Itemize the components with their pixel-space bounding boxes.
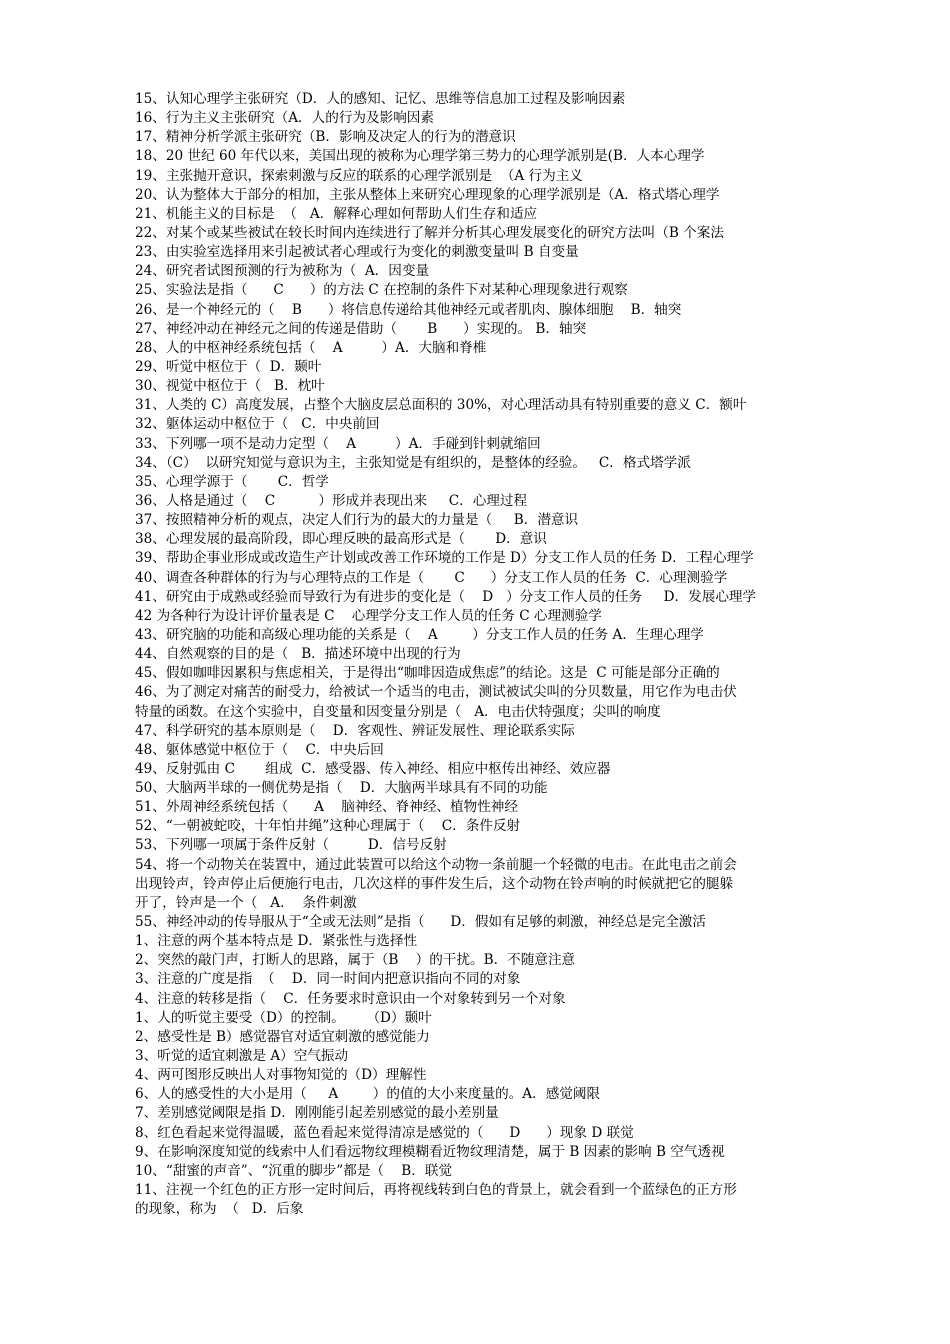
text-line: 49、反射弧由 C 组成 C．感受器、传入神经、相应中枢传出神经、效应器 [135, 760, 611, 777]
text-line: 46、为了测定对痛苦的耐受力，给被试一个适当的电击，测试被试尖叫的分贝数量，用它作为电击伏 [135, 684, 737, 701]
text-line: 23、由实验室选择用来引起被试者心理或行为变化的刺激变量叫 B 自变量 [135, 244, 579, 261]
text-line: 53、下列哪一项属于条件反射（ D．信号反射 [135, 837, 447, 854]
text-line: 3、注意的广度是指 （ D．同一时间内把意识指向不同的对象 [135, 971, 521, 988]
text-line: 52、“一朝被蛇咬，十年怕井绳”这种心理属于（ C．条件反射 [135, 818, 521, 835]
text-line: 9、在影响深度知觉的线索中人们看远物纹理模糊看近物纹理清楚，属于 B 因素的影响 B 空气透视 [135, 1143, 725, 1160]
text-line: 的现象，称为 （ D．后象 [135, 1201, 304, 1218]
text-line: 41、研究由于成熟或经验而导致行为有进步的变化是（ D ）分支工作人员的任务 D．发展心理学 [135, 588, 757, 605]
text-line: 44、自然观察的目的是（ B．描述环境中出现的行为 [135, 646, 461, 663]
text-line: 39、帮助企事业形成或改造生产计划或改善工作环境的工作是 D）分支工作人员的任务 D．工程心理学 [135, 550, 754, 567]
text-line: 25、实验法是指（ C ）的方法 C 在控制的条件下对某种心理现象进行观察 [135, 282, 628, 299]
text-line: 26、是一个神经元的（ B ）将信息传递给其他神经元或者肌肉、腺体细胞 B．轴突 [135, 301, 682, 318]
text-line: 43、研究脑的功能和高级心理功能的关系是（ A ）分支工作人员的任务 A．生理心理学 [135, 626, 704, 643]
text-line: 55、神经冲动的传导服从于“全或无法则”是指（ D．假如有足够的刺激，神经总是完全激活 [135, 914, 706, 931]
text-line: 50、大脑两半球的一侧优势是指（ D．大脑两半球具有不同的功能 [135, 780, 548, 797]
text-line: 22、对某个或某些被试在较长时间内连续进行了解并分析其心理发展变化的研究方法叫（B 个案法 [135, 224, 724, 241]
text-line: 3、听觉的适宜刺激是 A）空气振动 [135, 1048, 349, 1065]
text-line: 1、人的听觉主要受（D）的控制。 （D）颞叶 [135, 1009, 432, 1026]
text-line: 2、感受性是 B）感觉器官对适宜刺激的感觉能力 [135, 1028, 430, 1045]
text-line: 33、下列哪一项不是动力定型（ A ）A．手碰到针刺就缩回 [135, 435, 541, 452]
text-line: 32、躯体运动中枢位于（ C．中央前回 [135, 416, 380, 433]
text-line: 15、认知心理学主张研究（D．人的感知、记忆、思维等信息加工过程及影响因素 [135, 91, 626, 107]
text-line: 20、认为整体大于部分的相加，主张从整体上来研究心理现象的心理学派别是（A．格式塔心理学 [135, 186, 720, 203]
text-line: 19、主张抛开意识，探索刺激与反应的联系的心理学派别是 （A 行为主义 [135, 167, 583, 184]
text-line: 6、人的感受性的大小是用（ A ）的值的大小来度量的。A．感觉阈限 [135, 1086, 601, 1103]
text-line: 4、两可图形反映出人对事物知觉的（D）理解性 [135, 1067, 427, 1084]
text-line: 51、外周神经系统包括（ A 脑神经、脊神经、植物性神经 [135, 799, 518, 816]
text-line: 37、按照精神分析的观点，决定人们行为的最大的力量是（ B．潜意识 [135, 512, 579, 529]
text-line: 8、红色看起来觉得温暖，蓝色看起来觉得清凉是感觉的（ D ）现象 D 联觉 [135, 1124, 634, 1141]
text-line: 30、视觉中枢位于（ B．枕叶 [135, 378, 325, 395]
text-line: 开了，铃声是一个（ A． 条件刺激 [135, 894, 357, 911]
text-line: 特量的函数。在这个实验中，自变量和因变量分别是（ A．电击伏特强度；尖叫的响度 [135, 703, 661, 720]
text-line: 27、神经冲动在神经元之间的传递是借助（ B ）实现的。 B．轴突 [135, 320, 587, 337]
text-line: 29、听觉中枢位于（ D．颞叶 [135, 358, 322, 375]
text-line: 34、（C） 以研究知觉与意识为主，主张知觉是有组织的，是整体的经验。 C．格式塔学派 [135, 454, 691, 471]
text-line: 45、假如咖啡因累积与焦虑相关，于是得出“咖啡因造成焦虑”的结论。这是 C 可能是部分正确的 [135, 665, 720, 682]
text-line: 47、科学研究的基本原则是（ D．客观性、辨证发展性、理论联系实际 [135, 722, 575, 739]
text-line: 2、突然的敲门声，打断人的思路，属于（B ）的干扰。B．不随意注意 [135, 952, 576, 969]
text-line: 40、调查各种群体的行为与心理特点的工作是（ C ）分支工作人员的任务 C．心理测验学 [135, 569, 728, 586]
text-line: 1、注意的两个基本特点是 D．紧张性与选择性 [135, 933, 418, 950]
text-line: 38、心理发展的最高阶段，即心理反映的最高形式是（ D．意识 [135, 531, 547, 548]
text-line: 28、人的中枢神经系统包括（ A ）A．大脑和脊椎 [135, 339, 487, 356]
text-line: 54、将一个动物关在装置中，通过此装置可以给这个动物一条前腿一个轻微的电击。在此电击之前会 [135, 856, 737, 873]
text-line: 16、行为主义主张研究（A．人的行为及影响因素 [135, 110, 434, 127]
text-line: 21、机能主义的目标是 （ A．解释心理如何帮助人们生存和适应 [135, 205, 538, 222]
text-line: 24、研究者试图预测的行为被称为（ A．因变量 [135, 263, 430, 280]
text-line: 42 为各种行为设计评价量表是 C 心理学分支工作人员的任务 C 心理测验学 [135, 607, 602, 624]
text-line: 35、心理学源于（ C．哲学 [135, 473, 329, 490]
text-line: 48、躯体感觉中枢位于（ C．中央后回 [135, 741, 384, 758]
text-line: 36、人格是通过（ C ）形成并表现出来 C．心理过程 [135, 492, 528, 509]
text-line: 4、注意的转移是指（ C．任务要求时意识由一个对象转到另一个对象 [135, 990, 566, 1007]
text-line: 17、精神分析学派主张研究（B．影响及决定人的行为的潜意识 [135, 129, 516, 146]
text-line: 10、“甜蜜的声音”、“沉重的脚步”都是（ B．联觉 [135, 1162, 453, 1179]
text-line: 18、20 世纪 60 年代以来，美国出现的被称为心理学第三势力的心理学派别是(B．人本心理学 [135, 148, 705, 165]
text-line: 7、差别感觉阈限是指 D．刚刚能引起差别感觉的最小差别量 [135, 1105, 499, 1122]
text-line: 出现铃声，铃声停止后便施行电击，几次这样的事件发生后，这个动物在铃声响的时候就把它的腿躲 [135, 875, 734, 892]
document-page [135, 90, 885, 1219]
text-line: 11、注视一个红色的正方形一定时间后，再将视线转到白色的背景上，就会看到一个蓝绿色的正方形 [135, 1182, 737, 1199]
text-line: 31、人类的 C）高度发展，占整个大脑皮层总面积的 30%，对心理活动具有特别重要的意义 C．额叶 [135, 397, 747, 414]
